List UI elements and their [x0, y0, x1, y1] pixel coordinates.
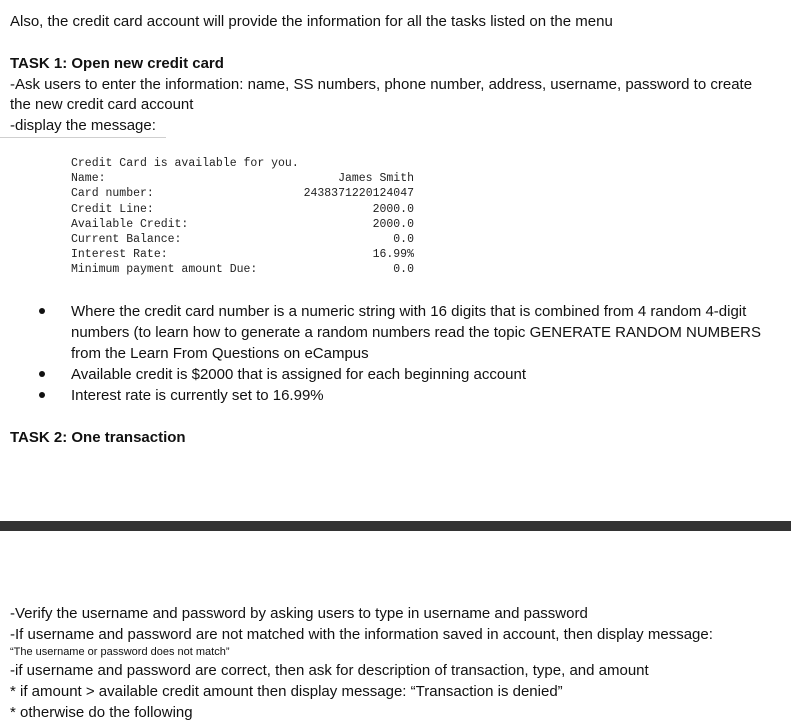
bullet-dot — [39, 392, 45, 398]
task1-display-label: -display the message: — [10, 117, 156, 134]
sample-output-row-card-number — [71, 186, 421, 201]
verify-text: -Verify the username and password by asking users to type in username and password — [10, 605, 588, 622]
bullet-text-line: Interest rate is currently set to 16.99% — [71, 387, 324, 404]
bullet-text-line: Where the credit card number is a numeric string with 16 digits that is combined from 4 random 4-digit — [71, 303, 747, 320]
sample-output-block — [71, 156, 421, 278]
sample-output-row-name — [71, 171, 421, 186]
bullet-text-line: Available credit is $2000 that is assigned for each beginning account — [71, 366, 527, 383]
row-value: 2438371220124047 — [303, 187, 414, 201]
page-break-bar — [0, 521, 791, 531]
sample-output-row-interest-rate — [71, 247, 421, 262]
row-value: 2000.0 — [372, 202, 414, 216]
otherwise-text: * otherwise do the following — [10, 704, 193, 721]
bullet-text-line: from the Learn From Questions on eCampus — [71, 345, 369, 362]
row-value: 2000.0 — [372, 217, 414, 231]
row-label: Current Balance: — [71, 232, 182, 246]
row-label: Interest Rate: — [71, 248, 168, 262]
bullet-list — [0, 301, 791, 406]
sample-output-header: Credit Card is available for you. — [71, 157, 299, 170]
sample-output-row-credit-line — [71, 202, 421, 217]
list-item — [0, 301, 781, 364]
mismatch-message: “The username or password does not match” — [10, 646, 230, 658]
bullet-dot — [39, 371, 45, 377]
row-label: Minimum payment amount Due: — [71, 263, 258, 277]
section-divider — [0, 137, 166, 138]
task1-desc-line1: -Ask users to enter the information: name, SS numbers, phone number, address, username, password to create — [10, 76, 753, 93]
row-label: Card number: — [71, 187, 154, 201]
task1-title: TASK 1: Open new credit card — [10, 55, 224, 72]
mismatch-text: -If username and password are not matched with the information saved in account, then display message: — [10, 626, 713, 643]
row-value: James Smith — [338, 172, 414, 186]
list-item — [0, 364, 781, 385]
row-value: 0.0 — [393, 232, 414, 246]
task2-title: TASK 2: One transaction — [10, 429, 186, 446]
sample-output-row-minimum-payment — [71, 262, 421, 277]
row-value: 16.99% — [372, 248, 414, 262]
intro-text: Also, the credit card account will provide the information for all the tasks listed on the menu — [10, 13, 613, 30]
bullet-dot — [39, 308, 45, 314]
row-label: Credit Line: — [71, 202, 154, 216]
task1-desc-line2: the new credit card account — [10, 96, 194, 113]
sample-output-row-available-credit — [71, 217, 421, 232]
denied-text: * if amount > available credit amount then display message: “Transaction is denied” — [10, 683, 563, 700]
sample-output-row-current-balance — [71, 232, 421, 247]
correct-text: -if username and password are correct, then ask for description of transaction, type, and amount — [10, 662, 649, 679]
row-label: Name: — [71, 172, 106, 186]
bullet-text-line: numbers (to learn how to generate a random numbers read the topic GENERATE RANDOM NUMBERS — [71, 324, 761, 341]
list-item — [0, 385, 781, 406]
row-value: 0.0 — [393, 263, 414, 277]
row-label: Available Credit: — [71, 217, 189, 231]
